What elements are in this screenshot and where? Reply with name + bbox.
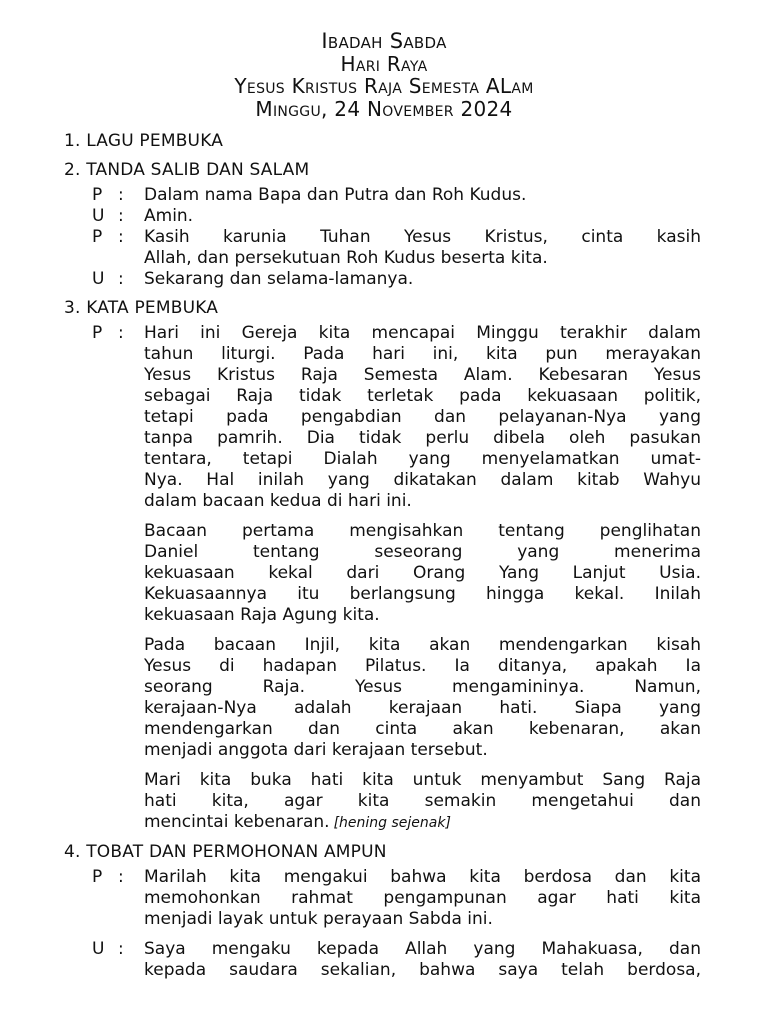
line-text (144, 227, 701, 248)
line-text (144, 542, 701, 563)
text-line (0, 656, 768, 677)
section-lines (0, 867, 768, 981)
text-line (0, 740, 768, 761)
line-text (144, 909, 701, 930)
line-text (144, 449, 701, 470)
text-line (0, 449, 768, 470)
speaker-label: P (92, 867, 103, 887)
speaker-label: U (92, 269, 105, 289)
speaker-label: U (92, 939, 105, 959)
text-line (0, 227, 768, 248)
line-text (144, 269, 701, 290)
line-text (144, 344, 701, 365)
text-line (0, 386, 768, 407)
line-content: tahun liturgi. Pada hari ini, kita pun merayakan (144, 344, 701, 364)
line-content: Nya. Hal inilah yang dikatakan dalam kitab Wahyu (144, 470, 701, 490)
line-content: mencintai kebenaran. (144, 812, 330, 832)
text-line (0, 521, 768, 542)
speaker-label: P (92, 227, 103, 247)
line-text (144, 960, 701, 981)
liturgy-section (0, 298, 768, 834)
line-text (144, 407, 701, 428)
text-line (0, 791, 768, 812)
line-text (144, 428, 701, 449)
speaker-colon: : (118, 939, 124, 959)
title-line: Hari Raya (340, 51, 428, 76)
text-line (0, 719, 768, 740)
speaker-colon: : (118, 867, 124, 887)
text-line (0, 939, 768, 960)
line-content: Marilah kita mengakui bahwa kita berdosa dan kita (144, 867, 701, 887)
line-content: kekuasaan kekal dari Orang Yang Lanjut Usia. (144, 563, 701, 583)
line-text (144, 323, 701, 344)
text-line (0, 867, 768, 888)
line-content: Pada bacaan Injil, kita akan mendengarkan kisah (144, 635, 701, 655)
speaker-colon: : (118, 185, 124, 205)
speaker-label: P (92, 323, 103, 343)
speaker-label: U (92, 206, 105, 226)
text-line (0, 269, 768, 290)
line-text (144, 677, 701, 698)
line-content: tentara, tetapi Dialah yang menyelamatkan umat- (144, 449, 701, 469)
line-content: Amin. (144, 206, 194, 226)
text-line (0, 812, 768, 834)
line-content: Sekarang dan selama-lamanya. (144, 269, 414, 289)
line-content: Dalam nama Bapa dan Putra dan Roh Kudus. (144, 185, 527, 205)
line-content: seorang Raja. Yesus mengamininya. Namun, (144, 677, 701, 697)
title-line: Yesus Kristus Raja Semesta ALam (234, 74, 534, 98)
line-content: Mari kita buka hati kita untuk menyambut Sang Raja (144, 770, 701, 790)
line-content: Hari ini Gereja kita mencapai Minggu terakhir dalam (144, 323, 701, 343)
speaker-colon: : (118, 206, 124, 226)
line-content: kerajaan-Nya adalah kerajaan hati. Siapa yang (144, 698, 701, 718)
line-text (144, 770, 701, 791)
section-heading: 3. KATA PEMBUKA (64, 298, 219, 318)
line-content: Kasih karunia Tuhan Yesus Kristus, cinta kasih (144, 227, 701, 247)
line-content: Allah, dan persekutuan Roh Kudus beserta kita. (144, 248, 548, 268)
line-text (144, 470, 701, 491)
text-line (0, 365, 768, 386)
text-line (0, 470, 768, 491)
line-text (144, 939, 701, 960)
text-line (0, 407, 768, 428)
line-content: menjadi layak untuk perayaan Sabda ini. (144, 909, 493, 929)
line-text (144, 248, 701, 269)
line-text (144, 698, 701, 719)
text-line (0, 605, 768, 626)
line-content: sebagai Raja tidak terletak pada kekuasaan politik, (144, 386, 701, 406)
line-text (144, 719, 701, 740)
text-line (0, 770, 768, 791)
line-text (144, 888, 701, 909)
title-line: Minggu, 24 November 2024 (255, 96, 513, 121)
line-content: kepada saudara sekalian, bahwa saya telah berdosa, (144, 960, 701, 980)
line-text (144, 791, 701, 812)
line-content: Bacaan pertama mengisahkan tentang penglihatan (144, 521, 701, 541)
line-content: tetapi pada pengabdian dan pelayanan-Nya yang (144, 407, 701, 427)
line-content: Yesus Kristus Raja Semesta Alam. Kebesaran Yesus (144, 365, 701, 385)
section-lines (0, 185, 768, 290)
line-text (144, 206, 701, 227)
speaker-colon: : (118, 269, 124, 289)
text-line (0, 563, 768, 584)
text-line (0, 344, 768, 365)
rubric-note: [hening sejenak] (333, 815, 451, 831)
line-text (144, 521, 701, 542)
text-line (0, 677, 768, 698)
liturgy-section (0, 842, 768, 981)
text-line (0, 888, 768, 909)
line-text (144, 365, 701, 386)
line-content: dalam bacaan kedua di hari ini. (144, 491, 412, 511)
text-line (0, 584, 768, 605)
text-line (0, 428, 768, 449)
line-text (144, 563, 701, 584)
line-text (144, 812, 701, 834)
text-line (0, 635, 768, 656)
line-text (144, 740, 701, 761)
line-text (144, 185, 701, 206)
line-content: mendengarkan dan cinta akan kebenaran, akan (144, 719, 701, 739)
text-line (0, 909, 768, 930)
speaker-colon: : (118, 323, 124, 343)
section-heading: 1. LAGU PEMBUKA (64, 131, 224, 151)
line-content: tanpa pamrih. Dia tidak perlu dibela oleh pasukan (144, 428, 701, 448)
text-line (0, 960, 768, 981)
line-content: menjadi anggota dari kerajaan tersebut. (144, 740, 488, 760)
text-line (0, 491, 768, 512)
text-line (0, 698, 768, 719)
text-line (0, 248, 768, 269)
text-line (0, 185, 768, 206)
speaker-label: P (92, 185, 103, 205)
liturgy-section (0, 131, 768, 152)
document-title (0, 0, 768, 120)
line-text (144, 584, 701, 605)
liturgy-section (0, 160, 768, 290)
line-content: kekuasaan Raja Agung kita. (144, 605, 380, 625)
line-content: Yesus di hadapan Pilatus. Ia ditanya, apakah Ia (144, 656, 701, 676)
line-text (144, 605, 701, 626)
line-text (144, 635, 701, 656)
text-line (0, 542, 768, 563)
line-text (144, 656, 701, 677)
section-heading: 4. TOBAT DAN PERMOHONAN AMPUN (64, 842, 387, 862)
section-lines (0, 323, 768, 834)
line-content: Daniel tentang seseorang yang menerima (144, 542, 701, 562)
line-text (144, 491, 701, 512)
line-content: hati kita, agar kita semakin mengetahui dan (144, 791, 701, 811)
line-text (144, 867, 701, 888)
speaker-colon: : (118, 227, 124, 247)
liturgy-sections (0, 131, 768, 981)
line-text (144, 386, 701, 407)
text-line (0, 323, 768, 344)
text-line (0, 206, 768, 227)
title-line: Ibadah Sabda (321, 29, 447, 53)
line-content: memohonkan rahmat pengampunan agar hati kita (144, 888, 701, 908)
line-content: Saya mengaku kepada Allah yang Mahakuasa, dan (144, 939, 701, 959)
section-heading: 2. TANDA SALIB DAN SALAM (64, 160, 310, 180)
line-content: Kekuasaannya itu berlangsung hingga kekal. Inilah (144, 584, 701, 604)
